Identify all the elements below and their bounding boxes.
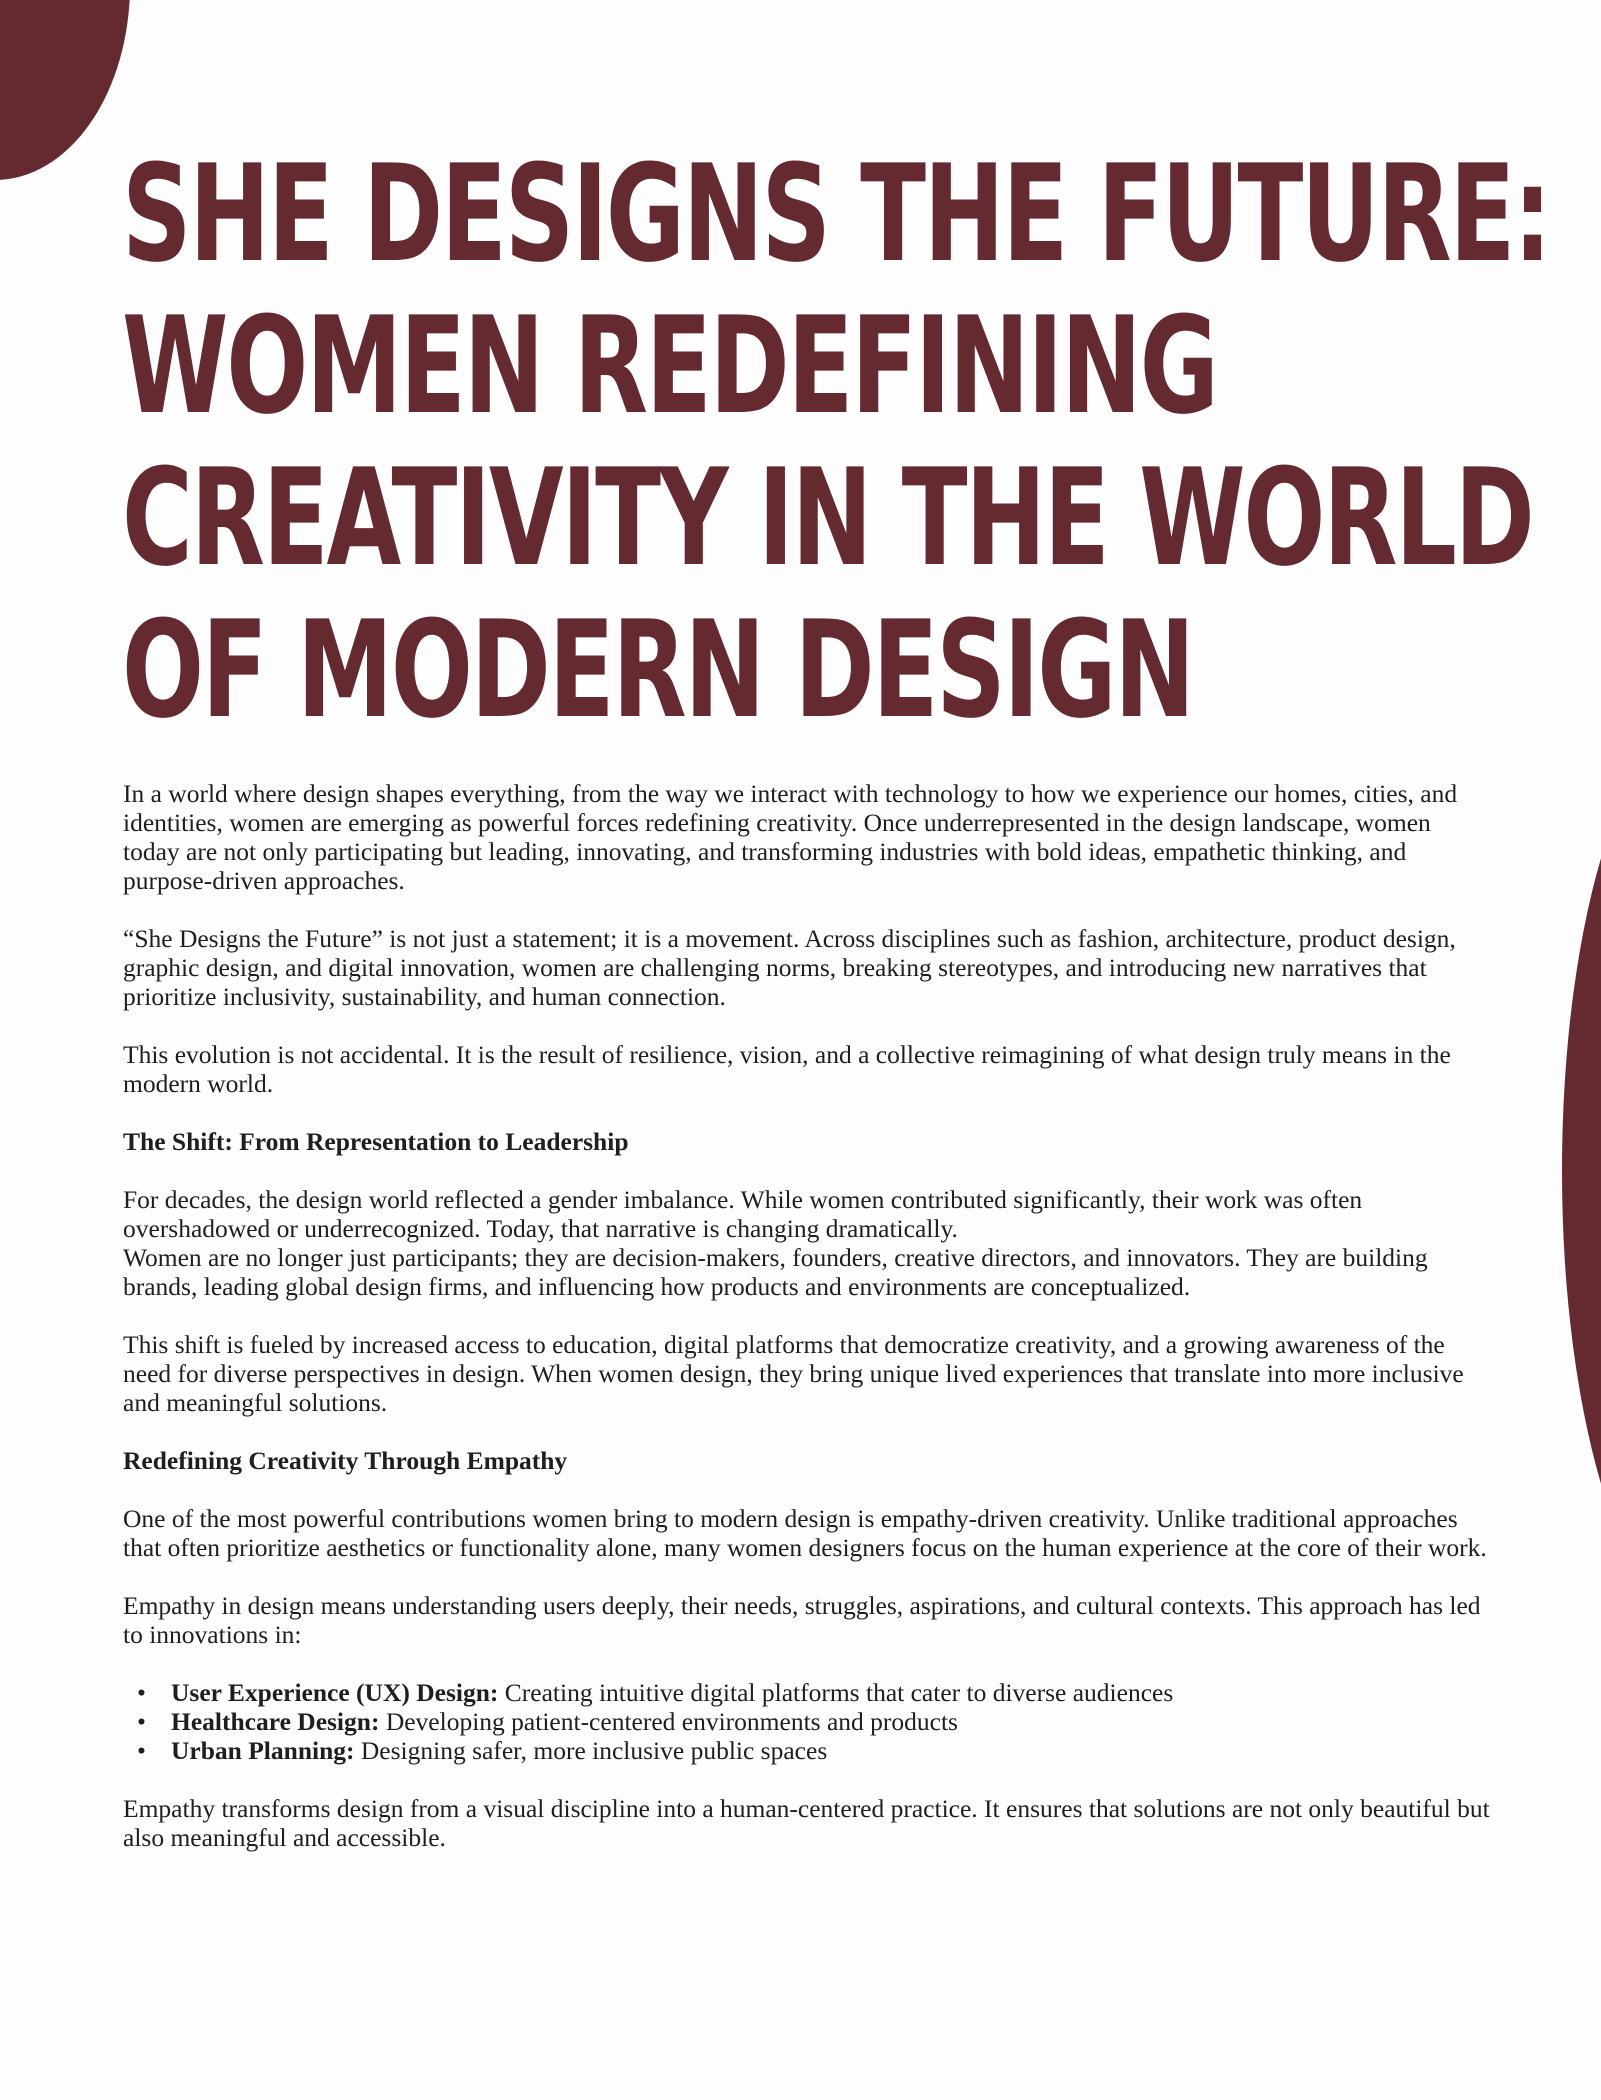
section-heading-empathy: Redefining Creativity Through Empathy (123, 1446, 568, 1475)
shift-paragraph-1-line-1: For decades, the design world reflected a gender imbalance. While women contributed significantly, their work was often overshadowed or underrecognized. Today, that narrative is changing dramatically. (123, 1185, 1363, 1243)
evolution-paragraph: This evolution is not accidental. It is the result of resilience, vision, and a collective reimagining of what design truly means in the modern world. (123, 1040, 1451, 1098)
bullet-icon: • (137, 1678, 146, 1707)
bullet-icon: • (137, 1707, 146, 1736)
list-item-text: Developing patient-centered environments and products (379, 1707, 958, 1736)
list-item-label: Urban Planning: (171, 1736, 355, 1765)
innovation-list (123, 1678, 1493, 1765)
movement-paragraph: “She Designs the Future” is not just a statement; it is a movement. Across disciplines such as fashion, architecture, product design, graphic design, and digital innovation, women are challenging norms, breaking stereotypes, and introducing new narratives that prioritize inclusivity, sustainability, and human connection. (123, 924, 1456, 1011)
shift-paragraph-1 (123, 1185, 1493, 1301)
decorative-circle-top-left (0, 0, 130, 180)
empathy-paragraph-2: Empathy in design means understanding users deeply, their needs, struggles, aspirations, and cultural contexts. This approach has led to innovations in: (123, 1591, 1481, 1649)
empathy-paragraph-3: Empathy transforms design from a visual discipline into a human-centered practice. It ensures that solutions are not only beautiful but also meaningful and accessible. (123, 1794, 1490, 1852)
shift-paragraph-1-line-2: Women are no longer just participants; they are decision-makers, founders, creative directors, and innovators. They are building brands, leading global design firms, and influencing how products and environments are conceptualized. (123, 1243, 1428, 1301)
title-line-1: SHE DESIGNS THE FUTURE: (122, 136, 1550, 292)
title-line-3: CREATIVITY IN THE WORLD (122, 440, 1533, 596)
list-item-label: User Experience (UX) Design: (171, 1678, 499, 1707)
list-item (137, 1707, 1493, 1736)
article-body (123, 779, 1493, 1881)
intro-paragraph: In a world where design shapes everything, from the way we interact with technology to how we experience our homes, cities, and identities, women are emerging as powerful forces redefining creativity. Once underrepresented in the design landscape, women today are not only participating but leading, innovating, and transforming industries with bold ideas, empathetic thinking, and purpose-driven approaches. (123, 779, 1458, 895)
list-item-text: Designing safer, more inclusive public spaces (354, 1736, 828, 1765)
bullet-icon: • (137, 1736, 146, 1765)
list-item-text: Creating intuitive digital platforms that cater to diverse audiences (498, 1678, 1174, 1707)
list-item (137, 1736, 1493, 1765)
section-heading-shift: The Shift: From Representation to Leadership (123, 1127, 629, 1156)
list-item-label: Healthcare Design: (171, 1707, 380, 1736)
decorative-circle-right (1562, 706, 1601, 1636)
page-title (122, 136, 1550, 748)
shift-paragraph-2: This shift is fueled by increased access to education, digital platforms that democratize creativity, and a growing awareness of the need for diverse perspectives in design. When women design, they bring unique lived experiences that translate into more inclusive and meaningful solutions. (123, 1330, 1464, 1417)
list-item (137, 1678, 1493, 1707)
title-line-2: WOMEN REDEFINING (122, 288, 1217, 444)
empathy-paragraph-1: One of the most powerful contributions women bring to modern design is empathy-driven creativity. Unlike traditional approaches that often prioritize aesthetics or functionality alone, many women designers focus on the human experience at the core of their work. (123, 1504, 1487, 1562)
title-line-4: OF MODERN DESIGN (122, 592, 1193, 748)
